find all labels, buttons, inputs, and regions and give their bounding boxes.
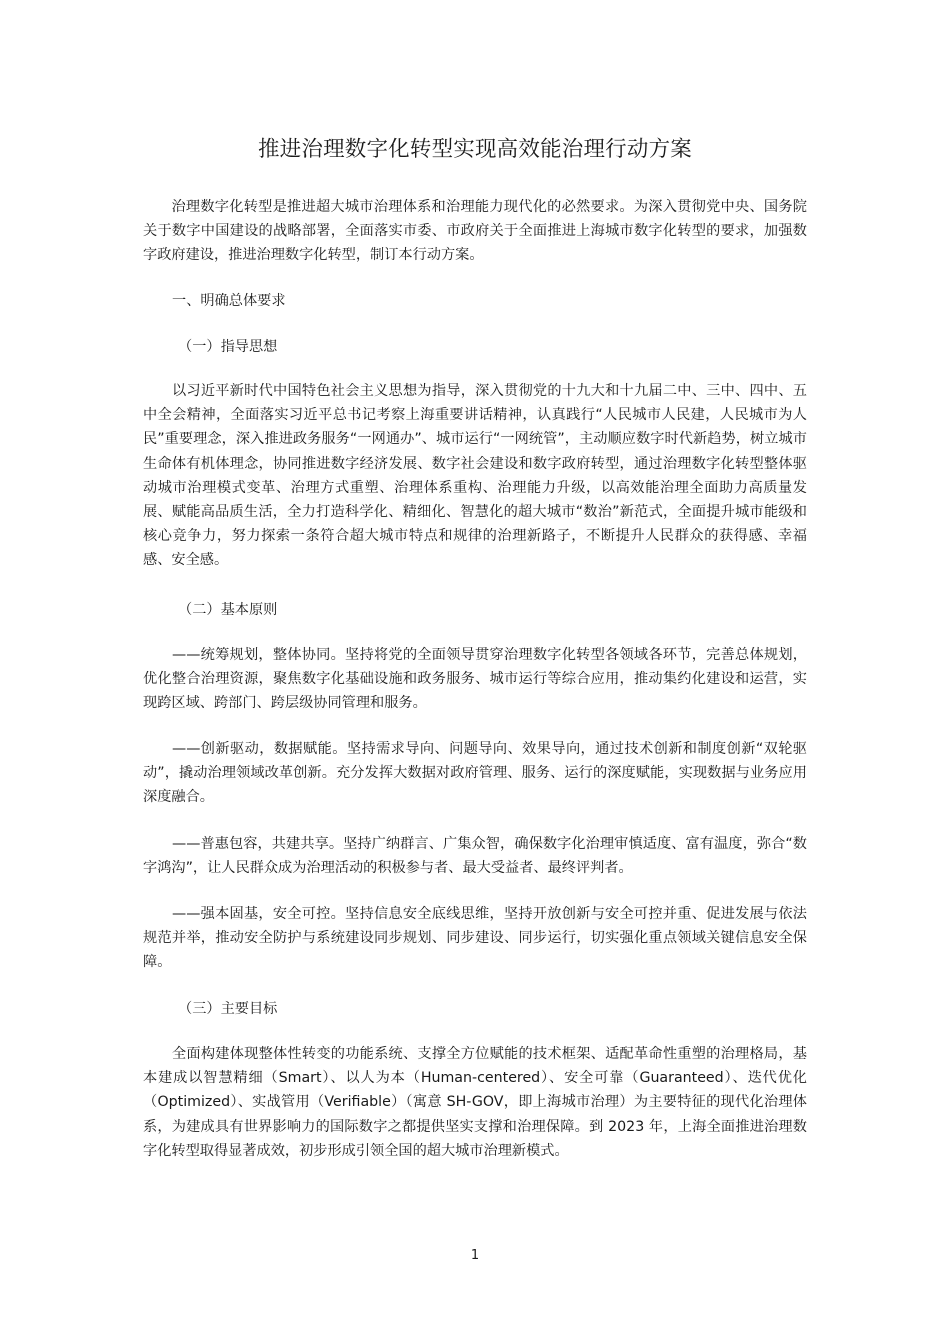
guiding-ideology-paragraph: 以习近平新时代中国特色社会主义思想为指导，深入贯彻党的十九大和十九届二中、三中、四中、五中全会精神，全面落实习近平总书记考察上海重要讲话精神，认真践行“人民城市人民建，人民城市为人民”重要理念，深入推进政务服务“一网通办”、城市运行“一网统管”，主动顺应数字时代新趋势，树立城市生命体有机体理念，协同推进数字经济发展、数字社会建设和数字政府转型，通过治理数字化转型整体驱动城市治理模式变革、治理方式重塑、治理体系重构、治理能力升级，以高效能治理全面助力高质量发展、赋能高品质生活，全力打造科学化、精细化、智慧化的超大城市“数治”新范式，全面提升城市能级和核心竞争力，努力探索一条符合超大城市特点和规律的治理新路子，不断提升人民群众的获得感、幸福感、安全感。	[143, 383, 807, 569]
intro-paragraph: 治理数字化转型是推进超大城市治理体系和治理能力现代化的必然要求。为深入贯彻党中央、国务院关于数字中国建设的战略部署，全面落实市委、市政府关于全面推进上海城市数字化转型的要求，加强数字政府建设，推进治理数字化转型，制订本行动方案。	[143, 199, 807, 264]
principle-paragraph: ——普惠包容，共建共享。坚持广纳群言、广集众智，确保数字化治理审慎适度、富有温度，弥合“数字鸿沟”，让人民群众成为治理活动的积极参与者、最大受益者、最终评判者。	[143, 836, 807, 877]
principle-paragraph: ——统筹规划，整体协同。坚持将党的全面领导贯穿治理数字化转型各领域各环节，完善总体规划，优化整合治理资源，聚焦数字化基础设施和政务服务、城市运行等综合应用，推动集约化建设和运营，实现跨区域、跨部门、跨层级协同管理和服务。	[143, 647, 807, 712]
subsection-heading-guiding-ideology: （一）指导思想	[178, 339, 278, 355]
page-number: 1	[470, 1248, 480, 1263]
section-heading-1: 一、明确总体要求	[172, 293, 286, 309]
document-title: 推进治理数字化转型实现高效能治理行动方案	[257, 137, 692, 162]
subsection-heading-main-goals: （三）主要目标	[178, 1001, 278, 1017]
principle-paragraph: ——创新驱动，数据赋能。坚持需求导向、问题导向、效果导向，通过技术创新和制度创新“双轮驱动”，撬动治理领域改革创新。充分发挥大数据对政府管理、服务、运行的深度赋能，实现数据与业务应用深度融合。	[143, 741, 807, 806]
subsection-heading-basic-principles: （二）基本原则	[178, 602, 278, 618]
principle-paragraph: ——强本固基，安全可控。坚持信息安全底线思维，坚持开放创新与安全可控并重、促进发展与依法规范并举，推动安全防护与系统建设同步规划、同步建设、同步运行，切实强化重点领域关键信息安全保障。	[143, 906, 807, 971]
main-goals-paragraph: 全面构建体现整体性转变的功能系统、支撑全方位赋能的技术框架、适配革命性重塑的治理格局，基本建成以智慧精细（Smart）、以人为本（Human-centered）、安全可靠（Guaranteed）、迭代优化（Optimized）、实战管用（Verifiable）（寓意 SH-GOV，即上海城市治理）为主要特征的现代化治理体系，为建成具有世界影响力的国际数字之都提供坚实支撑和治理保障。到 2023 年，上海全面推进治理数字化转型取得显著成效，初步形成引领全国的超大城市治理新模式。	[143, 1046, 807, 1159]
